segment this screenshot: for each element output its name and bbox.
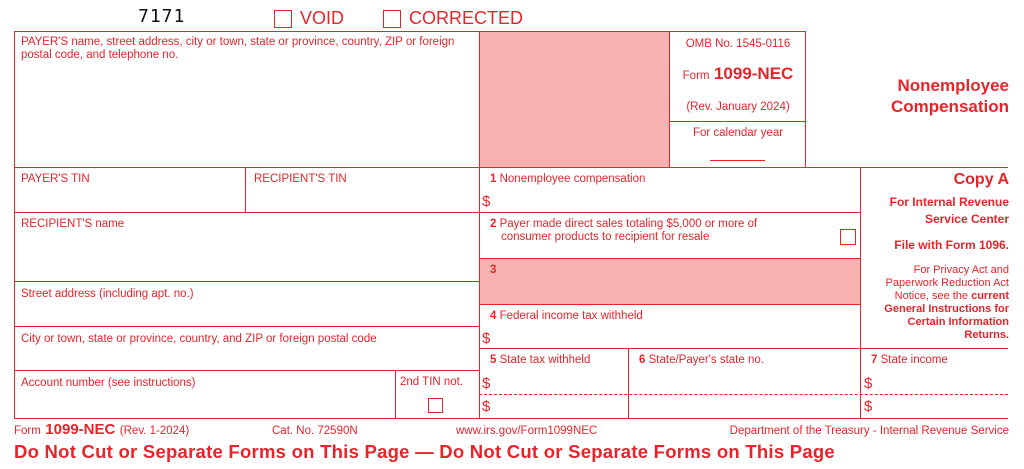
rev-date: (Rev. January 2024) bbox=[686, 101, 790, 113]
copy-line2: Service Center bbox=[924, 212, 1009, 226]
void-label: VOID bbox=[300, 8, 345, 28]
calendar-year-label: For calendar year bbox=[692, 127, 784, 139]
notice-line3-bold: current bbox=[971, 290, 1009, 302]
box1-label bbox=[490, 173, 645, 186]
copy-a-title: Copy A bbox=[953, 171, 1009, 188]
notice-line3 bbox=[895, 290, 1009, 302]
box2-text-line1: Payer made direct sales totaling $5,000 or more of bbox=[499, 218, 758, 230]
recipient-name-label: RECIPIENT'S name bbox=[21, 218, 125, 230]
box6-label bbox=[639, 354, 764, 367]
box3-shaded-area bbox=[479, 258, 860, 304]
payer-block-label: PAYER'S name, street address, city or town, state or province, country, ZIP or foreign postal code, and telephone no. bbox=[21, 36, 455, 61]
box1-number: 1 bbox=[490, 173, 497, 185]
footer-form-id bbox=[14, 421, 189, 439]
account-number-label: Account number (see instructions) bbox=[21, 377, 196, 389]
footer-url: www.irs.gov/Form1099NEC bbox=[456, 425, 598, 437]
recipient-tin-label: RECIPIENT'S TIN bbox=[254, 173, 347, 185]
form-title-line1: Nonemployee bbox=[897, 76, 1009, 95]
box6-number: 6 bbox=[639, 354, 646, 366]
box5-dollar-row1: $ bbox=[482, 375, 491, 392]
box2-label bbox=[490, 218, 840, 244]
form-prefix: Form bbox=[682, 70, 710, 82]
footer-cat-number: Cat. No. 72590N bbox=[272, 425, 358, 437]
box7-number: 7 bbox=[871, 354, 878, 366]
footer-form-prefix: Form bbox=[14, 425, 41, 437]
box5-label bbox=[490, 354, 590, 367]
void-checkbox[interactable] bbox=[274, 10, 292, 28]
box1-text: Nonemployee compensation bbox=[499, 173, 646, 185]
form-name-header bbox=[674, 64, 802, 84]
city-label: City or town, state or province, country, and ZIP or foreign postal code bbox=[21, 333, 377, 345]
form-code: 7171 bbox=[138, 6, 186, 27]
payer-info-field[interactable] bbox=[16, 66, 478, 166]
footer-form-name: 1099-NEC bbox=[45, 421, 116, 438]
notice-line1: For Privacy Act and bbox=[913, 264, 1009, 276]
footer-rev: (Rev. 1-2024) bbox=[119, 425, 190, 437]
notice-line5: Certain Information bbox=[907, 316, 1009, 328]
corrected-label: CORRECTED bbox=[409, 8, 524, 28]
box2-number: 2 bbox=[490, 218, 497, 230]
notice-line4: General Instructions for bbox=[884, 303, 1009, 315]
box7-text: State income bbox=[880, 354, 948, 366]
second-tin-checkbox[interactable] bbox=[428, 398, 443, 413]
box4-dollar: $ bbox=[482, 330, 491, 347]
street-address-label: Street address (including apt. no.) bbox=[21, 288, 194, 300]
box2-checkbox[interactable] bbox=[840, 229, 856, 245]
box6-text: State/Payer's state no. bbox=[648, 354, 764, 366]
box7-dollar-row1: $ bbox=[864, 375, 873, 392]
box4-number: 4 bbox=[490, 310, 497, 322]
box7-label bbox=[871, 354, 948, 367]
form-name: 1099-NEC bbox=[713, 64, 794, 83]
box7-dollar-row2: $ bbox=[864, 398, 873, 415]
copy-line3: File with Form 1096. bbox=[894, 238, 1009, 252]
box4-label bbox=[490, 310, 643, 323]
box1-dollar: $ bbox=[482, 193, 491, 210]
second-tin-label: 2nd TIN not. bbox=[400, 376, 464, 388]
form-title-line2: Compensation bbox=[890, 97, 1009, 116]
notice-line6: Returns. bbox=[964, 329, 1009, 341]
payer-tin-label: PAYER'S TIN bbox=[21, 173, 90, 185]
box5-number: 5 bbox=[490, 354, 497, 366]
box3-number: 3 bbox=[490, 264, 497, 276]
do-not-cut-banner: Do Not Cut or Separate Forms on This Page — Do Not Cut or Separate Forms on This Page bbox=[14, 441, 835, 462]
payer-shaded-area bbox=[479, 31, 669, 167]
calendar-year-field[interactable] bbox=[710, 160, 765, 161]
notice-line2: Paperwork Reduction Act bbox=[885, 277, 1009, 289]
box4-text: Federal income tax withheld bbox=[499, 310, 643, 322]
copy-line1: For Internal Revenue bbox=[889, 195, 1009, 209]
footer-department: Department of the Treasury - Internal Revenue Service bbox=[729, 425, 1009, 437]
corrected-checkbox[interactable] bbox=[383, 10, 401, 28]
box5-dollar-row2: $ bbox=[482, 398, 491, 415]
omb-number: OMB No. 1545-0116 bbox=[685, 38, 791, 50]
box5-text: State tax withheld bbox=[499, 354, 591, 366]
box2-text-line2: consumer products to recipient for resale bbox=[501, 231, 710, 243]
notice-line3-plain: Notice, see the bbox=[894, 290, 972, 302]
